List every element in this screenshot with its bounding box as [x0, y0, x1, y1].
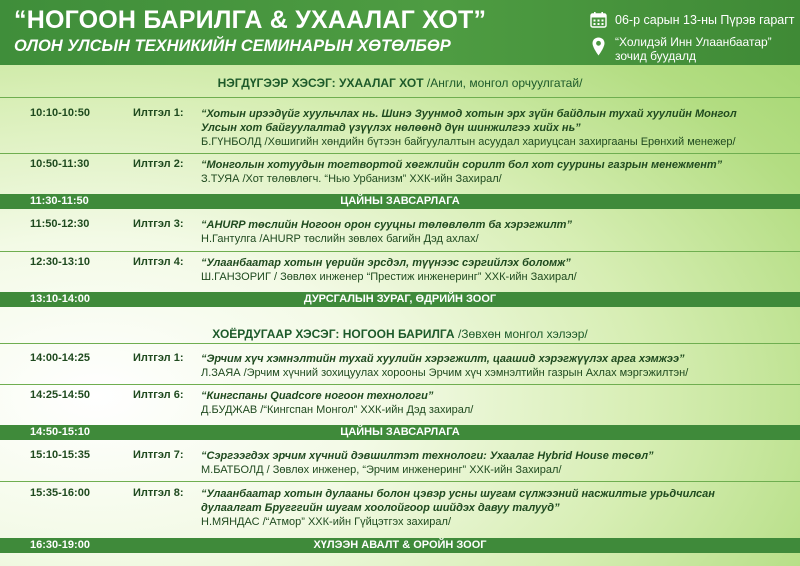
section-2-heading: ХОЁРДУГААР ХЭСЭГ: НОГООН БАРИЛГА [212, 327, 455, 341]
section-2-note: /Зөвхөн монгол хэлээр/ [454, 327, 588, 341]
divider [0, 153, 800, 154]
break-band [0, 194, 800, 209]
break-band [0, 538, 800, 553]
break-text: ХҮЛЭЭН АВАЛТ & ОРОЙН ЗООГ [313, 539, 487, 551]
break-text: ЦАЙНЫ ЗАВСАРЛАГА [340, 195, 460, 207]
session-label: Илтгэл 8: [133, 487, 184, 499]
session-label: Илтгэл 1: [133, 107, 184, 119]
session-speaker: Н.Гантулга /AHURP төслийн зөвлөх багийн Дэд ахлах/ [201, 233, 479, 245]
session-label: Илтгэл 3: [133, 218, 184, 230]
divider [0, 251, 800, 252]
session-label: Илтгэл 1: [133, 352, 184, 364]
section-2-title [0, 327, 800, 341]
session-speaker: Н.МЯНДАС /“Атмор” ХХК-ийн Гүйцэтгэх захирал/ [201, 516, 452, 528]
session-topic: “Улаанбаатар хотын дулааны болон цэвэр усны шугам сүлжээний насжилтыг урьдчилсан [201, 488, 715, 500]
session-speaker: З.ТУЯА /Хот төлөвлөгч. “Нью Урбанизм” ХХК-ийн Захирал/ [201, 173, 502, 185]
break-band [0, 425, 800, 440]
section-1-heading: НЭГДҮГЭЭР ХЭСЭГ: УХААЛАГ ХОТ [217, 76, 424, 90]
session-speaker: М.БАТБОЛД / Зөвлөх инженер, “Эрчим инженеринг” ХХК-ийн Захирал/ [201, 464, 562, 476]
session-time: 10:50-11:30 [30, 158, 90, 170]
break-band [0, 292, 800, 307]
session-label: Илтгэл 6: [133, 389, 184, 401]
break-text: ЦАЙНЫ ЗАВСАРЛАГА [340, 426, 460, 438]
session-label: Илтгэл 7: [133, 449, 184, 461]
break-time: 13:10-14:00 [30, 293, 90, 305]
session-topic: “Улаанбаатар хотын үерийн эрсдэл, түүнээс сэргийлэх боломж” [201, 257, 571, 269]
session-label: Илтгэл 4: [133, 256, 184, 268]
session-topic: “AHURP төслийн Ногоон орон сууцны төлөвлөлт ба хэрэгжилт” [201, 219, 572, 231]
section-1-note: /Англи, монгол орчуулгатай/ [423, 76, 583, 90]
divider [0, 384, 800, 385]
session-time: 12:30-13:10 [30, 256, 90, 268]
session-time: 14:25-14:50 [30, 389, 90, 401]
location-pin-icon [592, 37, 605, 56]
divider [0, 343, 800, 344]
break-time: 11:30-11:50 [30, 195, 89, 207]
session-topic: “Хотын ирээдүйг хуульчлах нь. Шинэ Зуунмод хотын эрх зүйн байдлын тухай хуулийн Монгол [201, 108, 737, 120]
event-date: 06-р сарын 13-ны Пүрэв гарагт [615, 13, 795, 27]
break-time: 16:30-19:00 [30, 539, 90, 551]
venue-name: “Холидэй Инн Улаанбаатар” [615, 35, 772, 49]
break-text: ДУРСГАЛЫН ЗУРАГ, ӨДРИЙН ЗООГ [303, 293, 497, 305]
session-speaker: Л.ЗАЯА /Эрчим хүчний зохицуулах хорооны Эрчим хүч хэмнэлтийн газрын Ахлах мэргэжилтэн/ [201, 367, 689, 379]
header-banner [0, 0, 800, 65]
session-topic: “Эрчим хүч хэмнэлтийн тухай хуулийн хэрэгжилт, цаашид хэрэгжүүлэх арга хэмжээ” [201, 353, 685, 365]
session-time: 10:10-10:50 [30, 107, 90, 119]
section-1-title [0, 76, 800, 90]
divider [0, 481, 800, 482]
session-time: 15:35-16:00 [30, 487, 90, 499]
session-speaker: Б.ГҮНБОЛД /Хөшигийн хөндийн бүтээн байгуулалтын асуудал хариуцсан захиргааны Ерөнхий менежер/ [201, 136, 736, 148]
session-time: 15:10-15:35 [30, 449, 90, 461]
event-subtitle: ОЛОН УЛСЫН ТЕХНИКИЙН СЕМИНАРЫН ХӨТӨЛБӨР [14, 37, 451, 55]
session-topic: “Сэргээгдэх эрчим хүчний дэвшилтэт технологи: Ухаалаг Hybrid House төсөл” [201, 450, 654, 462]
session-topic-cont: Улсын хот байгуулалтад үзүүлэх нөлөөнд дүн шинжилгээ хийх нь” [201, 122, 581, 134]
session-time: 11:50-12:30 [30, 218, 90, 230]
session-label: Илтгэл 2: [133, 158, 184, 170]
event-title: “НОГООН БАРИЛГА & УХААЛАГ ХОТ” [14, 6, 487, 34]
session-speaker: Ш.ГАНЗОРИГ / Зөвлөх инженер “Престиж инженеринг” ХХК-ийн Захирал/ [201, 271, 577, 283]
session-topic-cont: дулаалгат Бругггийн шугам хоолойгоор шийдэх давуу талууд” [201, 502, 560, 514]
session-topic: “Монголын хотуудын тогтвортой хөгжлийн сорилт бол хот суурины газрын менежмент” [201, 159, 723, 171]
break-time: 14:50-15:10 [30, 426, 90, 438]
calendar-icon [590, 12, 607, 28]
divider [0, 97, 800, 98]
session-speaker: Д.БУДЖАВ /“Кингспан Монгол” ХХК-ийн Дэд захирал/ [201, 404, 474, 416]
session-topic: “Кингспаны Quadcore ногоон технологи” [201, 390, 434, 402]
session-time: 14:00-14:25 [30, 352, 90, 364]
venue-type: зочид буудалд [615, 49, 696, 63]
